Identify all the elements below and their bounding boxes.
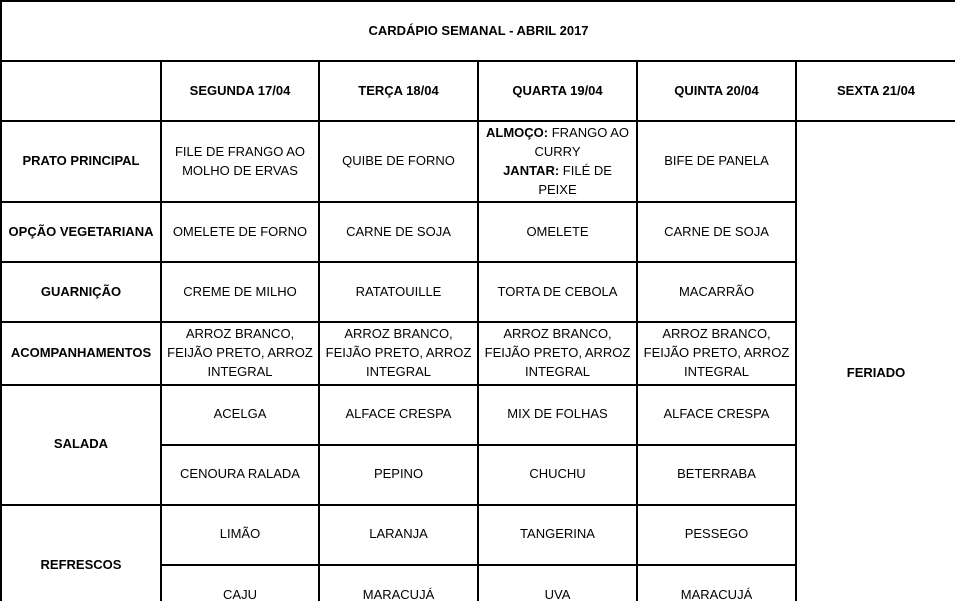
almoco-text: FRANGO AO CURRY xyxy=(534,125,630,159)
cell-salada-2-segunda: CENOURA RALADA xyxy=(161,445,319,505)
almoco-label: ALMOÇO: xyxy=(485,125,549,140)
cell-prato-principal-quinta: BIFE DE PANELA xyxy=(637,121,796,202)
header-row xyxy=(1,61,955,121)
column-header-quarta: QUARTA 19/04 xyxy=(478,61,637,121)
cell-opcao-vegetariana-quarta: OMELETE xyxy=(478,202,637,262)
column-header-segunda: SEGUNDA 17/04 xyxy=(161,61,319,121)
cell-acompanhamentos-quinta: ARROZ BRANCO, FEIJÃO PRETO, ARROZ INTEGRAL xyxy=(637,322,796,385)
cell-acompanhamentos-segunda: ARROZ BRANCO, FEIJÃO PRETO, ARROZ INTEGRAL xyxy=(161,322,319,385)
cell-refrescos-2-terca: MARACUJÁ xyxy=(319,565,478,601)
jantar-line xyxy=(483,162,632,200)
cell-opcao-vegetariana-terca: CARNE DE SOJA xyxy=(319,202,478,262)
cell-acompanhamentos-terca: ARROZ BRANCO, FEIJÃO PRETO, ARROZ INTEGRAL xyxy=(319,322,478,385)
cell-salada-1-quinta: ALFACE CRESPA xyxy=(637,385,796,445)
column-header-terca: TERÇA 18/04 xyxy=(319,61,478,121)
row-label-acompanhamentos: ACOMPANHAMENTOS xyxy=(1,322,161,385)
title-row xyxy=(1,1,955,61)
cell-refrescos-2-quarta: UVA xyxy=(478,565,637,601)
row-label-prato-principal: PRATO PRINCIPAL xyxy=(1,121,161,202)
row-label-opcao-vegetariana: OPÇÃO VEGETARIANA xyxy=(1,202,161,262)
cell-refrescos-2-segunda: CAJU xyxy=(161,565,319,601)
column-header-corner xyxy=(1,61,161,121)
cell-acompanhamentos-quarta: ARROZ BRANCO, FEIJÃO PRETO, ARROZ INTEGRAL xyxy=(478,322,637,385)
cell-sexta-feriado: FERIADO xyxy=(796,121,955,601)
row-label-salada: SALADA xyxy=(1,385,161,505)
cell-opcao-vegetariana-quinta: CARNE DE SOJA xyxy=(637,202,796,262)
cell-salada-1-terca: ALFACE CRESPA xyxy=(319,385,478,445)
cell-prato-principal-segunda: FILE DE FRANGO AO MOLHO DE ERVAS xyxy=(161,121,319,202)
cell-prato-principal-quarta xyxy=(478,121,637,202)
cell-guarnicao-terca: RATATOUILLE xyxy=(319,262,478,322)
cell-refrescos-1-quinta: PESSEGO xyxy=(637,505,796,565)
page-title: CARDÁPIO SEMANAL - ABRIL 2017 xyxy=(1,1,955,61)
row-label-guarnicao: GUARNIÇÃO xyxy=(1,262,161,322)
cell-refrescos-1-terca: LARANJA xyxy=(319,505,478,565)
cell-salada-2-terca: PEPINO xyxy=(319,445,478,505)
cell-guarnicao-quarta: TORTA DE CEBOLA xyxy=(478,262,637,322)
cell-salada-2-quinta: BETERRABA xyxy=(637,445,796,505)
jantar-label: JANTAR: xyxy=(503,162,560,178)
cell-refrescos-2-quinta: MARACUJÁ xyxy=(637,565,796,601)
row-label-refrescos: REFRESCOS xyxy=(1,505,161,601)
column-header-sexta: SEXTA 21/04 xyxy=(796,61,955,121)
cell-guarnicao-quinta: MACARRÃO xyxy=(637,262,796,322)
cell-refrescos-1-segunda: LIMÃO xyxy=(161,505,319,565)
almoco-line xyxy=(483,124,632,162)
cell-salada-1-segunda: ACELGA xyxy=(161,385,319,445)
cell-guarnicao-segunda: CREME DE MILHO xyxy=(161,262,319,322)
row-prato-principal xyxy=(1,121,955,202)
cell-opcao-vegetariana-segunda: OMELETE DE FORNO xyxy=(161,202,319,262)
jantar-text: FILÉ DE PEIXE xyxy=(538,162,612,197)
cell-salada-1-quarta: MIX DE FOLHAS xyxy=(478,385,637,445)
column-header-quinta: QUINTA 20/04 xyxy=(637,61,796,121)
cell-prato-principal-terca: QUIBE DE FORNO xyxy=(319,121,478,202)
cell-refrescos-1-quarta: TANGERINA xyxy=(478,505,637,565)
cell-salada-2-quarta: CHUCHU xyxy=(478,445,637,505)
